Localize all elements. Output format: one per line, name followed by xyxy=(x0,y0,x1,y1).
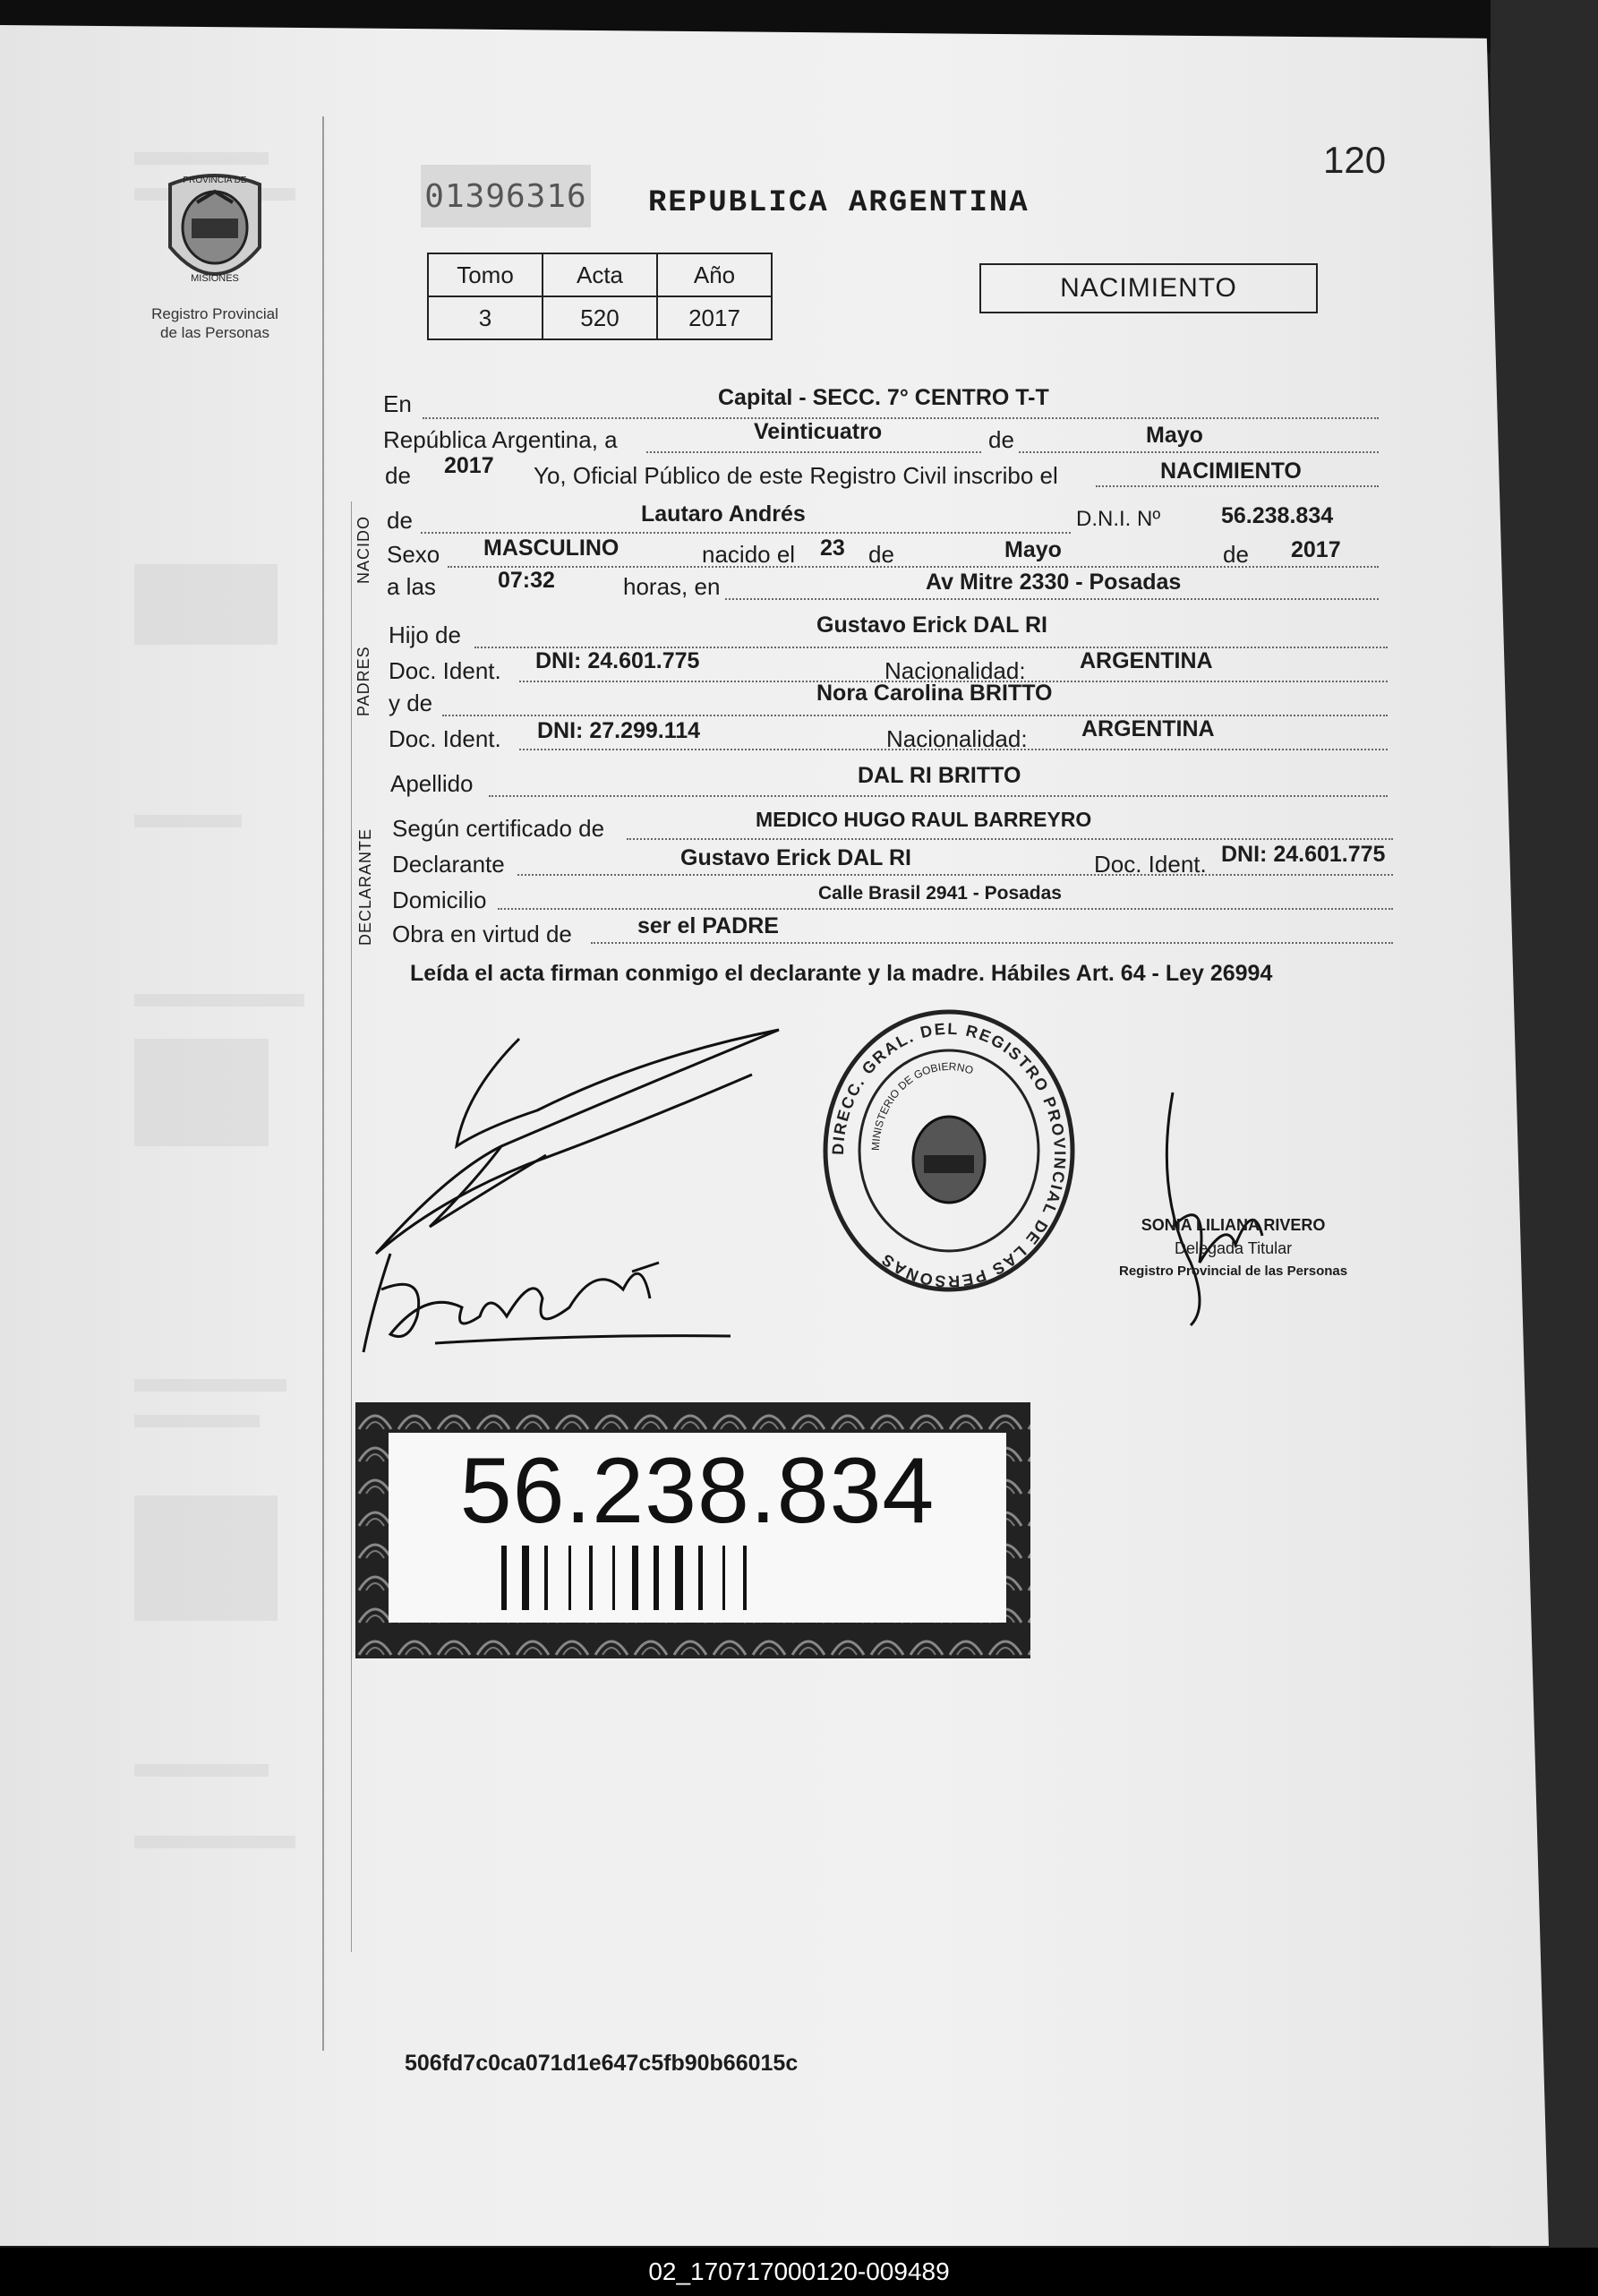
stamp-outer-text: DIRECC. GRAL. DEL REGISTRO PROVINCIAL DE LAS PERSONAS xyxy=(828,1019,1070,1291)
official-stamp-icon xyxy=(816,1003,1081,1298)
year-value: 2017 xyxy=(444,453,494,478)
official-signature xyxy=(1137,1084,1280,1334)
apellido-value: DAL RI BRITTO xyxy=(858,763,1021,788)
logo-text-top: PROVINCIA DE xyxy=(183,176,247,185)
doc-ident-label: Doc. Ident. xyxy=(389,657,501,684)
ref-header-acta: Acta xyxy=(543,253,657,296)
father-name: Gustavo Erick DAL RI xyxy=(816,613,1047,638)
ref-header-ano: Año xyxy=(657,253,772,296)
official-office: Registro Provincial de las Personas xyxy=(1119,1264,1348,1279)
nacido-de3-label: de xyxy=(1223,541,1249,568)
barcode-bar xyxy=(698,1546,703,1610)
ref-header-tomo: Tomo xyxy=(428,253,543,296)
ref-value-acta: 520 xyxy=(543,296,657,339)
dotted-line xyxy=(627,838,1393,840)
margin-line xyxy=(322,116,324,2051)
domicilio-value: Calle Brasil 2941 - Posadas xyxy=(818,883,1062,904)
serial-number: 01396316 xyxy=(421,165,591,227)
barcode-bar xyxy=(722,1546,725,1610)
barcode-number: 56.238.834 xyxy=(459,1439,936,1543)
dotted-line xyxy=(725,598,1379,600)
birth-day: 23 xyxy=(820,535,845,561)
dotted-line xyxy=(423,417,1379,419)
alas-label: a las xyxy=(387,573,436,600)
nacido-de2-label: de xyxy=(868,541,894,568)
dotted-line xyxy=(591,942,1393,944)
de-label: de xyxy=(988,426,1014,453)
month-value: Mayo xyxy=(1146,423,1203,448)
official-name: SONIA LILIANA RIVERO xyxy=(1141,1216,1326,1234)
sexo-label: Sexo xyxy=(387,541,440,568)
ref-value-tomo: 3 xyxy=(428,296,543,339)
dotted-line xyxy=(489,795,1388,797)
section-label-padres: PADRES xyxy=(355,646,372,716)
birth-time: 07:32 xyxy=(498,568,555,593)
barcode-bar xyxy=(589,1546,593,1610)
barcode-bar xyxy=(675,1546,683,1610)
day-value: Veinticuatro xyxy=(754,419,883,444)
sexo-value: MASCULINO xyxy=(483,535,620,561)
dotted-line xyxy=(421,532,1071,534)
domicilio-label: Domicilio xyxy=(392,887,487,913)
section-label-declarante: DECLARANTE xyxy=(356,827,374,946)
child-dni: 56.238.834 xyxy=(1221,503,1334,528)
hijo-label: Hijo de xyxy=(389,621,461,648)
nacido-de-label: de xyxy=(387,507,413,534)
barcode-bar xyxy=(632,1546,638,1610)
child-name: Lautaro Andrés xyxy=(641,501,806,527)
mother-name: Nora Carolina BRITTO xyxy=(816,681,1053,706)
dni-label: D.N.I. Nº xyxy=(1076,507,1161,531)
bleed-through-marks xyxy=(134,134,340,2015)
declarante-value: Gustavo Erick DAL RI xyxy=(680,845,911,870)
inscribo-value: NACIMIENTO xyxy=(1160,458,1302,484)
barcode-bar xyxy=(654,1546,659,1610)
obra-value: ser el PADRE xyxy=(637,913,779,938)
barcode-icon xyxy=(501,1546,904,1610)
doc-ident-label-2: Doc. Ident. xyxy=(389,725,501,752)
dotted-line xyxy=(1096,485,1379,487)
en-label: En xyxy=(383,390,412,417)
dotted-line xyxy=(448,566,1379,568)
place-value: Capital - SECC. 7° CENTRO T-T xyxy=(718,385,1049,410)
nacido-el-label: nacido el xyxy=(702,541,796,568)
ref-value-ano: 2017 xyxy=(657,296,772,339)
birth-place: Av Mitre 2330 - Posadas xyxy=(926,570,1182,595)
stamp-inner-text: MINISTERIO DE GOBIERNO xyxy=(868,1059,976,1152)
reference-table xyxy=(427,253,773,340)
mother-signature xyxy=(355,1236,748,1370)
page-number: 120 xyxy=(1323,139,1387,181)
nacionalidad-label: Nacionalidad: xyxy=(884,657,1026,684)
nacionalidad-label-2: Nacionalidad: xyxy=(886,725,1028,752)
barcode-bar xyxy=(612,1546,615,1610)
registry-caption-line1: Registro Provincial xyxy=(151,305,278,322)
father-doc: DNI: 24.601.775 xyxy=(535,648,700,673)
apellido-label: Apellido xyxy=(390,770,474,797)
dotted-line xyxy=(1019,451,1379,453)
barcode-bar xyxy=(522,1546,529,1610)
declarante-doc-label: Doc. Ident. xyxy=(1094,851,1207,878)
barcode-bar xyxy=(501,1546,507,1610)
certificado-value: MEDICO HUGO RAUL BARREYRO xyxy=(756,808,1092,831)
birth-year: 2017 xyxy=(1291,537,1341,562)
mother-nationality: ARGENTINA xyxy=(1081,716,1215,741)
barcode-bar xyxy=(544,1546,548,1610)
registry-caption-line2: de las Personas xyxy=(160,324,269,341)
closing-statement: Leída el acta firman conmigo el declarante y la madre. Hábiles Art. 64 - Ley 26994 xyxy=(410,961,1273,986)
official-title: Delegada Titular xyxy=(1175,1239,1293,1257)
inner-margin-line xyxy=(351,501,352,1952)
dotted-line xyxy=(442,715,1388,716)
declarante-label: Declarante xyxy=(392,851,505,878)
registry-caption xyxy=(134,304,295,342)
dotted-line xyxy=(519,749,1388,750)
country-title: REPUBLICA ARGENTINA xyxy=(648,186,1030,220)
misiones-coat-of-arms-icon xyxy=(152,167,278,301)
footer-id: 02_170717000120-009489 xyxy=(0,2248,1598,2296)
official-name-block xyxy=(1119,1213,1347,1283)
logo-text-bottom: MISIONES xyxy=(191,273,239,284)
yo-label: Yo, Oficial Público de este Registro Civil inscribo el xyxy=(534,462,1058,489)
obra-label: Obra en virtud de xyxy=(392,921,572,947)
dotted-line xyxy=(498,908,1393,910)
dotted-line xyxy=(517,874,1393,876)
barcode-bar xyxy=(743,1546,747,1610)
republica-label: República Argentina, a xyxy=(383,426,618,453)
birth-month: Mayo xyxy=(1004,537,1062,562)
document-type-box: NACIMIENTO xyxy=(979,263,1318,313)
dotted-line xyxy=(646,451,981,453)
declarante-doc: DNI: 24.601.775 xyxy=(1221,842,1386,867)
de2-label: de xyxy=(385,462,411,489)
barcode-bar xyxy=(568,1546,571,1610)
certificado-label: Según certificado de xyxy=(392,815,605,842)
document-hash: 506fd7c0ca071d1e647c5fb90b66015c xyxy=(405,2051,799,2076)
horas-label: horas, en xyxy=(623,573,721,600)
father-nationality: ARGENTINA xyxy=(1080,648,1213,673)
yde-label: y de xyxy=(389,690,433,716)
section-label-nacido: NACIDO xyxy=(355,515,372,584)
mother-doc: DNI: 27.299.114 xyxy=(537,718,701,743)
